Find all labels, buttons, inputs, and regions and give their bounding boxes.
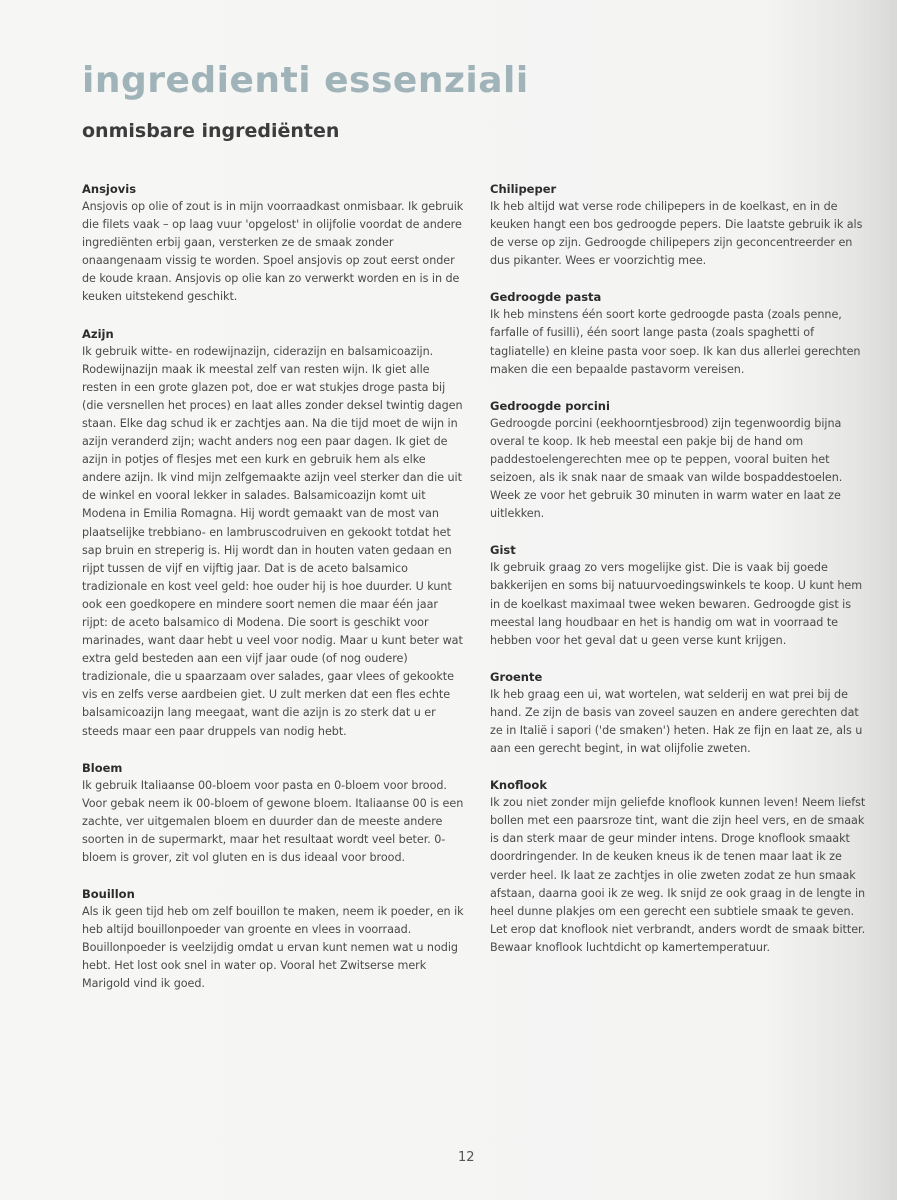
entry-heading: Knoflook (490, 778, 547, 793)
entry-text: Ik heb graag een ui, wat wortelen, wat selderij en wat prei bij de hand. Ze zijn de basis van zoveel sauzen en andere gerechten dat ze in Italië i sapori ('de smaken') heten. Hak ze fijn en laat ze, als u aan een gerecht begint, in wat olijfolie zweten. (490, 687, 863, 756)
page-title: ingredienti essenziali (82, 60, 529, 101)
entry-heading: Gedroogde pasta (490, 290, 602, 305)
entry-text: Ik heb minstens één soort korte gedroogde pasta (zoals penne, farfalle of fusilli), één soort lange pasta (zoals spaghetti of tagliatelle) en kleine pasta voor soep. Ik kan dus allerlei gerechten maken die een bepaalde pastavorm vereisen. (490, 308, 861, 376)
entry-knoflook (490, 776, 867, 957)
entry-gist (490, 541, 867, 649)
entry-text: Gedroogde porcini (eekhoorntjesbrood) zijn tegenwoordig bijna overal te koop. Ik heb meestal een pakje bij de hand om paddestoelengerechten mee op te peppen, vooral buiten het seizoen, als ik snak naar de smaak van wilde bospaddestoelen. Week ze voor het gebruik 30 minuten in warm water en laat ze uitlekken. (490, 416, 843, 521)
entry-groente (490, 668, 867, 758)
entry-bloem (82, 759, 464, 867)
entry-text: Ik heb altijd wat verse rode chilipepers in de koelkast, en in de keuken hangt een bos gedroogde pepers. Die laatste gebruik ik als de verse op zijn. Gedroogde chilipepers zijn geconcentreerder en dus pikanter. Wees er voorzichtig mee. (490, 200, 863, 268)
entry-text: Als ik geen tijd heb om zelf bouillon te maken, neem ik poeder, en ik heb altijd bouillonpoeder van groente en vlees in voorraad. Bouillonpoeder is veelzijdig omdat u ervan kunt nemen wat u nodig hebt. Het lost ook snel in water op. Vooral het Zwitserse merk Marigold vind ik goed. (82, 905, 464, 991)
entry-chilipeper (490, 180, 867, 270)
entry-heading: Groente (490, 669, 543, 684)
entry-heading: Ansjovis (82, 182, 137, 196)
entry-text: Ansjovis op olie of zout is in mijn voorraadkast onmisbaar. Ik gebruik die filets vaak – op laag vuur 'opgelost' in olijfolie voordat de andere ingrediënten erbij gaan, versterken ze de smaak zonder onaangenaam vissig te worden. Spoel ansjovis op zout eerst onder de koude kraan. Ansjovis op olie kan zo verwerkt worden en is in de keuken uitstekend geschikt. (82, 200, 464, 304)
page-number: 12 (458, 1150, 475, 1165)
entry-gedroogde-porcini (490, 397, 867, 524)
entry-azijn (82, 325, 464, 741)
entry-text-extra: Bewaar knoflook luchtdicht op kamertemperatuur. (490, 940, 770, 954)
entry-heading: Chilipeper (490, 182, 557, 196)
entry-heading: Gist (490, 543, 516, 558)
entry-heading: Bouillon (82, 887, 135, 902)
entry-heading: Bloem (82, 760, 123, 775)
entry-gedroogde-pasta (490, 288, 867, 378)
entry-text: Ik zou niet zonder mijn geliefde knoflook kunnen leven! Neem liefst bollen met een paarsroze tint, want die zijn heel vers, en de smaak is dan sterk maar de geur minder intens. Droge knoflook smaakt doordringender. In de keuken kneus ik de tenen maar laat ik ze verder heel. Ik laat ze zachtjes in olie zweten zodat ze hun smaak afstaan, daarna gooi ik ze weg. Ik snijd ze ook graag in de lengte in heel dunne plakjes om een gerecht een subtiele smaak te geven. Let erop dat knoflook niet verbrandt, anders wordt de smaak bitter. (490, 796, 866, 936)
entry-text: Ik gebruik witte- en rodewijnazijn, ciderazijn en balsamicoazijn. Rodewijnazijn maak ik meestal zelf van resten wijn. Ik giet alle resten in een grote glazen pot, doe er wat stukjes droge pasta bij (die versnellen het proces) en laat alles zonder deksel twintig dagen staan. Elke dag schud ik er zachtjes aan. Na die tijd moet de wijn in azijn veranderd zijn; wacht anders nog een paar dagen. Ik giet de azijn in potjes of flesjes met een kurk en gebruik hem als elke andere azijn. Ik vind mijn zelfgemaakte azijn veel sterker dan die uit de winkel en vooral lekker in salades. Balsamicoazijn komt uit Modena in Emilia Romagna. Hij wordt gemaakt van de most van plaatselijke trebbiano- en lambruscodruiven en gekookt totdat het sap bruin en streperig is. Hij wordt dan in houten vaten gedaan en rijpt tussen de vijf en vijftig jaar. Dat is de aceto balsamico tradizionale en kost veel geld: hoe ouder hij is hoe duurder. U kunt ook een goedkopere en mindere soort nemen die maar één jaar rijpt: de aceto balsamico di Modena. Die soort is geschikt voor marinades, want daar hebt u veel voor nodig. Maar u kunt beter wat extra geld besteden aan een vijf jaar oude (of nog oudere) tradizionale, die u spaarzaam over salades, gaar vlees of gekookte vis en zelfs verse aardbeien giet. U zult merken dat een fles echte balsamicoazijn lang meegaat, want die azijn is zo sterk dat u er steeds maar een paar druppels van nodig hebt. (82, 344, 463, 738)
entry-bouillon (82, 885, 464, 993)
left-column (82, 180, 464, 1012)
entry-text: Ik gebruik Italiaanse 00-bloem voor pasta en 0-bloem voor brood. Voor gebak neem ik 00-bloem of gewone bloem. Italiaanse 00 is een zachte, ver uitgemalen bloem en duurder dan de meeste andere soorten in de supermarkt, maar het resultaat wordt veel beter. 0-bloem is grover, zit vol gluten en is dus ideaal voor brood. (82, 778, 464, 864)
entry-text: Ik gebruik graag zo vers mogelijke gist. Die is vaak bij goede bakkerijen en soms bij natuurvoedingswinkels te koop. U kunt hem in de koelkast maximaal twee weken bewaren. Gedroogde gist is meestal lang houdbaar en het is handig om wat in voorraad te hebben voor het geval dat u geen verse kunt krijgen. (490, 561, 863, 647)
right-column (490, 180, 867, 975)
page-subtitle: onmisbare ingrediënten (82, 120, 340, 142)
entry-heading: Azijn (82, 326, 114, 341)
entry-heading: Gedroogde porcini (490, 398, 610, 413)
entry-ansjovis (82, 180, 464, 307)
